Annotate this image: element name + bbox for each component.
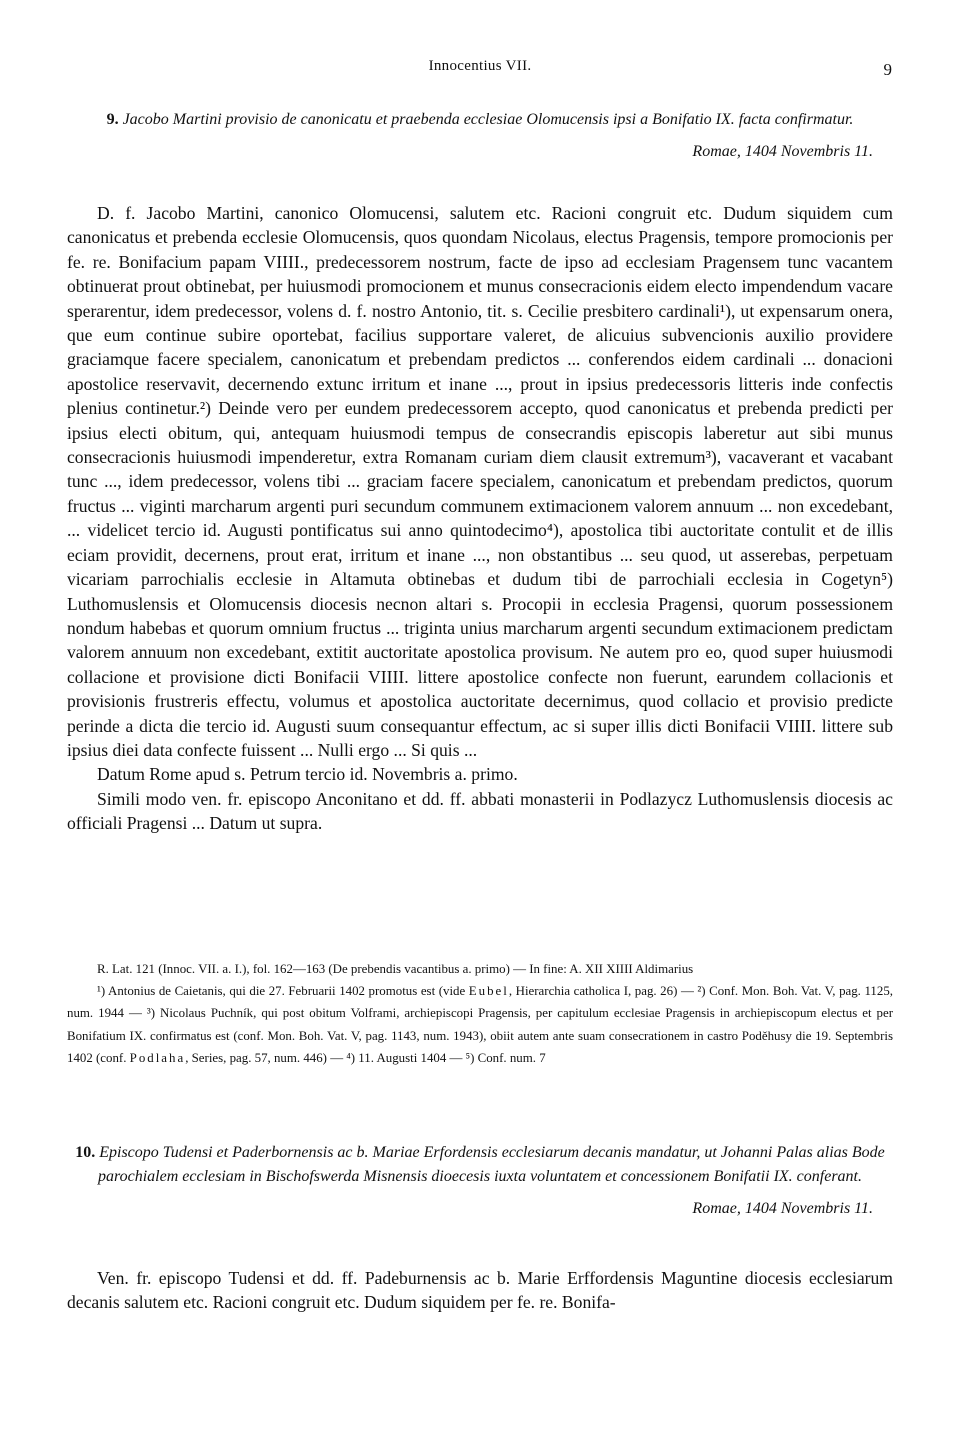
entry-9-apparatus <box>67 958 893 1069</box>
footnote-text-2: , Hierarchia catholica I, pag. 26) — ²) Conf. Mon. Boh. Vat. V, pag. 1125, num. 1944 — ³) Nicolaus Puchník, qui post obitum Volframi, archiepiscopi Pragensis, per capitulum ecclesiae Pragensis in archiepiscopum electus et per Bonifatium IX. confirmatus est (conf. Mon. Boh. Vat. V, pag. 1143, num. 1943), obiit autem ante suam consecrationem in castro Poděhusy die 19. Septembris 1402 (conf. <box>67 984 893 1065</box>
footnote-text-1: ¹) Antonius de Caietanis, qui die 27. Februarii 1402 promotus est (vide <box>97 984 469 999</box>
entry-10 <box>67 1141 893 1221</box>
source-note: R. Lat. 121 (Innoc. VII. a. I.), fol. 162—163 (De prebendis vacantibus a. primo) — In fine: A. XII XIIII Aldimarius <box>97 962 694 976</box>
entry-9-paragraph-main: D. f. Jacobo Martini, canonico Olomucensi, salutem etc. Racioni congruit etc. Dudum siquidem cum canonicatus et prebenda ecclesie Olomucensis, quos quondam Nicolaus, electus Pragensis, tempore promocionis per fe. re. Bonifacium papam VIIII., predecessorem nostrum, facte de ipso ad ecclesiam Pragensem tunc vacantem obtinuerat prout obtinebat, per huiusmodi promocionem et munus consecracionis eidem electo impendendum vacare sperarentur, idem predecessor, volens d. f. nostro Antonio, tit. s. Cecilie presbitero cardinali¹), ut expensarum onera, que eum continue subire oportebat, facilius supportare valeret, de alicuius subvencionis auxilio providere graciamque facere specialem, canonicatum et prebendam predictos ... conferendos eidem cardinali ... donacioni apostolice reservavit, decernendo extunc irritum et inane ..., prout in ipsius predecessoris litteris inde confectis plenius continetur.²) Deinde vero per eundem predecessorem accepto, quod canonicatus et prebenda predicti per ipsius electi obitum, qui, antequam huiusmodi tempus de consecrandis episcopis laberetur aut sibi munus consecracionis huiusmodi impenderetur, extra Romanam curiam diem clausit extremum³), vacaverant et vacabant tunc ..., idem predecessor, volens tibi ... graciam facere specialem, canonicatum et prebendam predictos, quorum fructus ... viginti marcharum argenti puri secundum communem extimacionem valorem annuum ... non excedebant, ... videlicet tercio id. Augusti pontificatus sui anno quintodecimo⁴), apostolica tibi auctoritate contulit et de illis eciam providit, decernens, prout erat, irritum et inane ..., non obstantibus ... seu quod, ut asserebas, perpetuam vicariam parrochialis ecclesie in Altamuta obtinebas et dudum tibi de parrochiali ecclesia in Cogetyn⁵) Luthomuslensis et Olomucensis diocesis necnon altari s. Procopii in ecclesia Pragensi, quorum possessionem nondum habebas et quorum omnium fructus ... triginta unius marcharum argenti secundum extimacionem predictam valorem annuum non excedebant, extitit auctoritate apostolica provisum. Ne autem pro eo, quod super huiusmodi collacione et provisione dicti Bonifacii VIIII. littere apostolice confecte non fuerunt, earundem collacionis et provisionis frustreris effectu, volumus et apostolica auctoritate decernimus, quod collacio et provisio predicte perinde a dicta die tercio id. Augusti suum consequantur effectum, ac si super illis dicti Bonifacii VIIII. littere sub ipsius diei data confecte fuissent ... Nulli ergo ... Si quis ... <box>67 203 893 760</box>
footnote-text-3: , Series, pag. 57, num. 446) — ⁴) 11. Augusti 1404 — ⁵) Conf. num. 7 <box>185 1050 546 1065</box>
footnotes <box>67 980 893 1069</box>
entry-9 <box>67 108 893 164</box>
entry-9-paragraph-datum: Datum Rome apud s. Petrum tercio id. Novembris a. primo. <box>97 764 518 785</box>
entry-9-title: Jacobo Martini provisio de canonicatu et praebenda ecclesiae Olomucensis ipsi a Bonifatio IX. facta confirmatur. <box>122 111 854 128</box>
footnote-author-podlaha: Podlaha <box>129 1050 186 1065</box>
entry-9-paragraph-simili: Simili modo ven. fr. episcopo Anconitano et dd. ff. abbati monasterii in Podlazycz Luthomuslensis diocesis ac officiali Pragensi ... Datum ut supra. <box>67 788 893 834</box>
entry-10-number: 10. <box>75 1144 96 1161</box>
entry-10-title: Episcopo Tudensi et Paderbornensis ac b. Mariae Erfordensis ecclesiarum decanis mandatur, ut Johanni Palas alias Bode parochialem ecclesiam in Bischofswerda Misnensis dioecesis iuxta voluntatem et concessionem Bonifatii IX. conferant. <box>98 1144 885 1185</box>
entry-10-heading <box>67 1141 893 1189</box>
entry-9-dateline: Romae, 1404 Novembris 11. <box>692 143 873 160</box>
running-head: Innocentius VII. <box>428 58 532 74</box>
entry-9-body <box>67 201 893 836</box>
entry-10-dateline: Romae, 1404 Novembris 11. <box>692 1200 873 1217</box>
page-number: 9 <box>883 60 892 79</box>
entry-9-heading <box>67 108 893 132</box>
entry-10-body <box>67 1266 893 1315</box>
entry-9-number: 9. <box>106 111 119 128</box>
footnote-author-eubel: Eubel <box>468 984 509 999</box>
entry-10-paragraph: Ven. fr. episcopo Tudensi et dd. ff. Padeburnensis ac b. Marie Erffordensis Maguntine diocesis ecclesiarum decanis salutem etc. Racioni congruit etc. Dudum siquidem per fe. re. Bonifa- <box>67 1268 893 1313</box>
